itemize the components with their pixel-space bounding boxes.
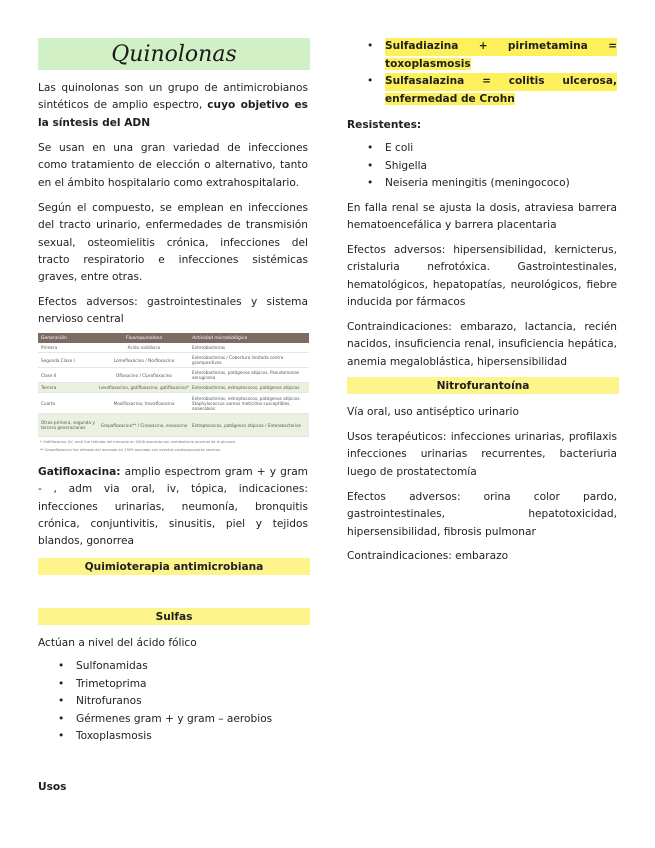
table-cell: Clase II xyxy=(41,372,57,378)
usos-heading: Usos xyxy=(38,781,67,793)
intro-bold: cuyo objetivo es la síntesis del ADN xyxy=(38,99,308,129)
table-cell: Ácido nalidíxico xyxy=(127,345,161,350)
resistentes-list xyxy=(347,140,619,193)
table-cell: Enterobacterias, estreptococos, patógenos atípicos, Staphylococcus aureus meticilino susceptibles, anaerobios xyxy=(192,395,301,411)
efectos-sulfas-paragraph: Efectos adversos: hipersensibilidad, kernicterus, cristaluria nefrotóxica. Gastrointestinales, hematológicos, hepatopatías, neurológicos, fiebre inducida por fármacos xyxy=(347,244,617,308)
table-row xyxy=(38,414,309,437)
list-item-line: • Sulfadiazina + pirimetamina = xyxy=(385,38,617,56)
table-row xyxy=(38,393,309,414)
list-item: • Sulfonamidas xyxy=(38,658,310,676)
gatifloxacina-paragraph xyxy=(38,464,308,550)
list-item: • Toxoplasmosis xyxy=(38,728,310,746)
gatifloxacina-label: Gatifloxacina: xyxy=(38,466,121,478)
list-item: • Nitrofuranos xyxy=(38,693,310,711)
quinolone-generation-table xyxy=(38,333,309,453)
resistentes-heading: Resistentes: xyxy=(347,119,422,131)
sulfa-combos-list xyxy=(347,38,617,108)
table-header-cell: Actividad microbiológica xyxy=(192,335,248,341)
list-item: • Gérmenes gram + y gram – aerobios xyxy=(38,711,310,729)
page-title-box xyxy=(38,38,310,70)
list-item: • Neiseria meningitis (meningococo) xyxy=(347,175,619,193)
renal-paragraph: En falla renal se ajusta la dosis, atraviesa barrera hematoencefálica y barrera placentaria xyxy=(347,202,617,232)
acido-folico-text: Actúan a nivel del ácido fólico xyxy=(38,637,197,649)
list-item-line: • Sulfasalazina = colitis ulcerosa, xyxy=(385,73,617,91)
uso-paragraph: Se usan en una gran variedad de infecciones como tratamiento de elección o alternativo, tanto en el ámbito hospitalario como extrahospitalario. xyxy=(38,142,308,189)
table-header-cell: Generación xyxy=(41,335,67,341)
table-cell: Enterobacterias xyxy=(192,345,226,350)
table-cell: Segunda Clase I xyxy=(41,357,75,363)
table-footnote: * Gatifloxacino (IV, oral) fue retirado del mercado en 2006 asociado con metabolismo anormal de la glucosa. xyxy=(40,440,236,444)
sulfas-heading: Sulfas xyxy=(38,608,310,625)
table-cell: Lomefloxacino / Norfloxacino xyxy=(113,357,175,363)
table-cell: Ofloxacino / Ciprofloxacino xyxy=(116,372,172,378)
list-item: • Trimetoprima xyxy=(38,676,310,694)
page-title: Quinolonas xyxy=(111,41,237,67)
list-item-line: toxoplasmosis xyxy=(385,57,471,70)
sulfas-list xyxy=(38,658,310,746)
table-row xyxy=(38,343,309,353)
efectos-paragraph: Efectos adversos: gastrointestinales y sistema nervioso central xyxy=(38,296,308,326)
contraindicaciones-sulfas-paragraph: Contraindicaciones: embarazo, lactancia, recién nacidos, insuficiencia renal, insuficiencia hepática, anemia megaloblástica, hipersensibilidad xyxy=(347,321,617,368)
table-cell: Moxifloxacino, trovafloxacino xyxy=(113,400,175,406)
table-row xyxy=(38,368,309,383)
table-row xyxy=(38,353,309,368)
compuesto-paragraph: Según el compuesto, se emplean en infecciones del tracto urinario, enfermedades de transmisión sexual, osteomielitis crónica, infecciones del tracto respiratorio e infecciones sistémicas graves, entre otras. xyxy=(38,202,308,284)
list-item xyxy=(347,73,617,108)
list-item xyxy=(347,38,617,73)
intro-text: Las quinolonas son un grupo de antimicrobianos sintéticos de amplio espectro, xyxy=(38,82,308,112)
table-header xyxy=(38,333,309,343)
list-item-line: enfermedad de Crohn xyxy=(385,92,515,105)
table-cell: Otras-primera, segunda y tercera generaciones xyxy=(41,420,95,430)
list-item: • E coli xyxy=(347,140,619,158)
table-cell: Cuarta xyxy=(41,400,56,406)
quimioterapia-heading: Quimioterapia antimicrobiana xyxy=(38,558,310,575)
intro-paragraph xyxy=(38,80,308,132)
table-row xyxy=(38,383,309,393)
table-cell: Tercera xyxy=(41,385,57,390)
list-item: • Shigella xyxy=(347,158,619,176)
contraindicaciones-nitro-text: Contraindicaciones: embarazo xyxy=(347,550,509,562)
table-cell: Enterobacterias, estreptococos, patógenos atípicos xyxy=(192,385,300,390)
table-cell: Grepafloxacino** / Cinoxacino, enoxacino xyxy=(100,422,188,428)
table-cell: Levofloxacino, gatifloxacino, gatifloxacino* xyxy=(99,385,189,390)
usos-terapeuticos-paragraph: Usos terapéuticos: infecciones urinarias, profilaxis infecciones urinarias recurrentes, bacteriuria luego de prostatectomía xyxy=(347,431,617,478)
nitrofurantoina-heading: Nitrofurantoína xyxy=(347,377,619,394)
efectos-nitro-paragraph: Efectos adversos: orina color pardo, gastrointestinales, hepatotoxicidad, hipersensibilidad, fibrosis pulmonar xyxy=(347,491,617,538)
table-footnote: ** Grepafloxacino fue retirado del mercado en 1999 asociado con eventos cardiovasculares severos. xyxy=(40,448,222,452)
table-cell: Enterobacterias, patógenos atípicos, Pseudomonas aeruginosa xyxy=(192,370,300,380)
gatifloxacina-text: amplio espectrom gram + y gram - , adm via oral, iv, tópica, indicaciones: infecciones urinarias, neumonía, bronquitis crónica, conjuntivitis, sinusitis, piel y tejidos blandos, gonorrea xyxy=(38,466,308,548)
table-cell: Primera xyxy=(41,345,58,350)
via-oral-text: Vía oral, uso antiséptico urinario xyxy=(347,406,519,418)
table-header-cell: Fluoroquinolona xyxy=(125,335,163,341)
table-cell: Enterobacterias / Cobertura limitada contra grampositivos xyxy=(192,355,284,365)
table-cell: Estreptococos, patógenos atípicos / Enterobacterias xyxy=(192,422,301,428)
